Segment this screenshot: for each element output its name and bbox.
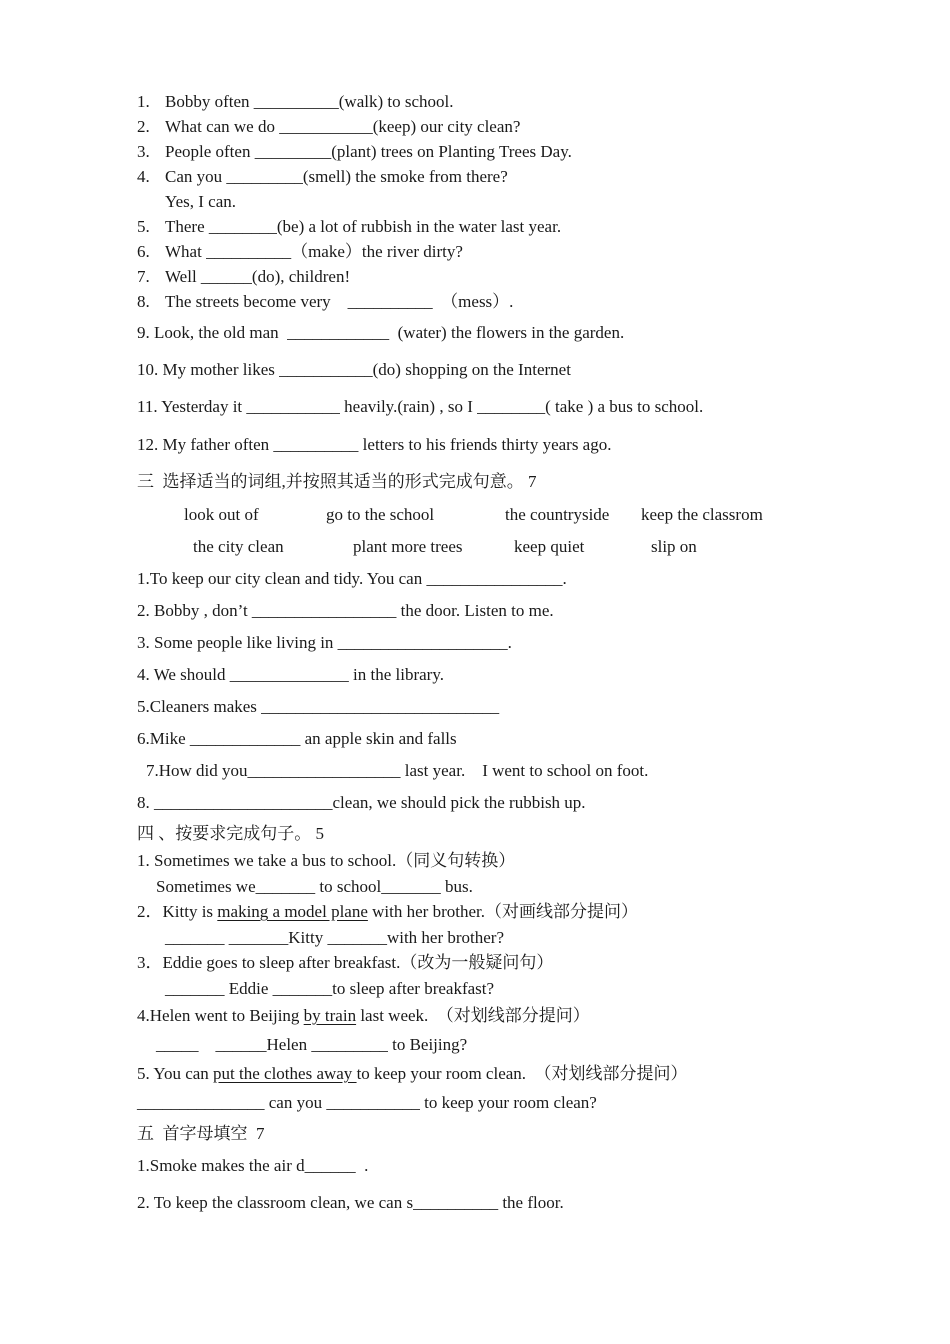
word-bank-item: look out of xyxy=(184,505,259,524)
exercise-item: 10. My mother likes ___________(do) shopping on the Internet xyxy=(137,360,571,379)
exercise-item: 5. There ________(be) a lot of rubbish in the water last year. xyxy=(137,217,562,236)
exercise-item: 1. Sometimes we take a bus to school.（同义句转换） xyxy=(137,851,516,870)
exercise-item: 2．Kitty is making a model plane with her brother.（对画线部分提问） xyxy=(137,902,638,921)
exercise-answer-line: _______________ can you ___________ to keep your room clean? xyxy=(137,1093,597,1112)
exercise-item: 8. The streets become very __________ （mess）. xyxy=(137,292,514,311)
exercise-item: 3. Some people like living in ____________________. xyxy=(137,633,512,652)
underlined-phrase: making a model plane xyxy=(217,902,368,921)
exercise-item: 5.Cleaners makes ____________________________ xyxy=(137,697,500,716)
exercise-item: 3．Eddie goes to sleep after breakfast.（改为一般疑问句） xyxy=(137,953,554,972)
word-bank-item: slip on xyxy=(651,537,697,556)
section-title: 三 选择适当的词组,并按照其适当的形式完成句意。 7 xyxy=(137,472,537,491)
exercise-item: 1. Bobby often __________(walk) to school. xyxy=(137,92,454,111)
word-bank-item: keep the classrom xyxy=(641,505,763,524)
exercise-item: 7. Well ______(do), children! xyxy=(137,267,351,286)
exercise-item: 2. To keep the classroom clean, we can s__________ the floor. xyxy=(137,1193,564,1212)
exercise-item: 12. My father often __________ letters to his friends thirty years ago. xyxy=(137,435,612,454)
section-title: 四 、按要求完成句子。 5 xyxy=(137,824,324,843)
exercise-answer-line: Sometimes we_______ to school_______ bus. xyxy=(156,877,473,896)
underlined-phrase: put the clothes away xyxy=(213,1064,357,1083)
exercise-item: 4. Can you _________(smell) the smoke from there? xyxy=(137,167,508,186)
exercise-item: 9. Look, the old man ____________ (water) the flowers in the garden. xyxy=(137,323,625,342)
exercise-item: 7.How did you__________________ last year. I went to school on foot. xyxy=(146,761,649,780)
exercise-item: 5. You can put the clothes away to keep your room clean. （对划线部分提问） xyxy=(137,1064,688,1083)
word-bank-item: keep quiet xyxy=(514,537,585,556)
exercise-item: 4.Helen went to Beijing by train last week. （对划线部分提问） xyxy=(137,1006,590,1025)
exercise-item: 2. Bobby , don’t _________________ the door. Listen to me. xyxy=(137,601,554,620)
exercise-item-answer: Yes, I can. xyxy=(165,192,236,211)
exercise-item: 4. We should ______________ in the library. xyxy=(137,665,444,684)
exercise-item: 3. People often _________(plant) trees on Planting Trees Day. xyxy=(137,142,572,161)
word-bank-item: plant more trees xyxy=(353,537,463,556)
exercise-item: 11. Yesterday it ___________ heavily.(rain) , so I ________( take ) a bus to school. xyxy=(137,397,704,416)
exercise-item: 2. What can we do ___________(keep) our city clean? xyxy=(137,117,521,136)
word-bank-item: go to the school xyxy=(326,505,435,524)
word-bank-item: the city clean xyxy=(193,537,284,556)
exercise-item: 6.Mike _____________ an apple skin and falls xyxy=(137,729,457,748)
exercise-item: 1.Smoke makes the air d______ . xyxy=(137,1156,369,1175)
exercise-answer-line: _____ ______Helen _________ to Beijing? xyxy=(156,1035,468,1054)
exercise-item: 8. _____________________clean, we should pick the rubbish up. xyxy=(137,793,586,812)
exercise-item: 6. What __________（make）the river dirty? xyxy=(137,242,463,261)
underlined-phrase: by train xyxy=(303,1006,357,1025)
exercise-item: 1.To keep our city clean and tidy. You can ________________. xyxy=(137,569,567,588)
word-bank-item: the countryside xyxy=(505,505,610,524)
exercise-answer-line: _______ _______Kitty _______with her brother? xyxy=(165,928,505,947)
section-title: 五 首字母填空 7 xyxy=(137,1124,265,1143)
exercise-answer-line: _______ Eddie _______to sleep after breakfast? xyxy=(165,979,495,998)
